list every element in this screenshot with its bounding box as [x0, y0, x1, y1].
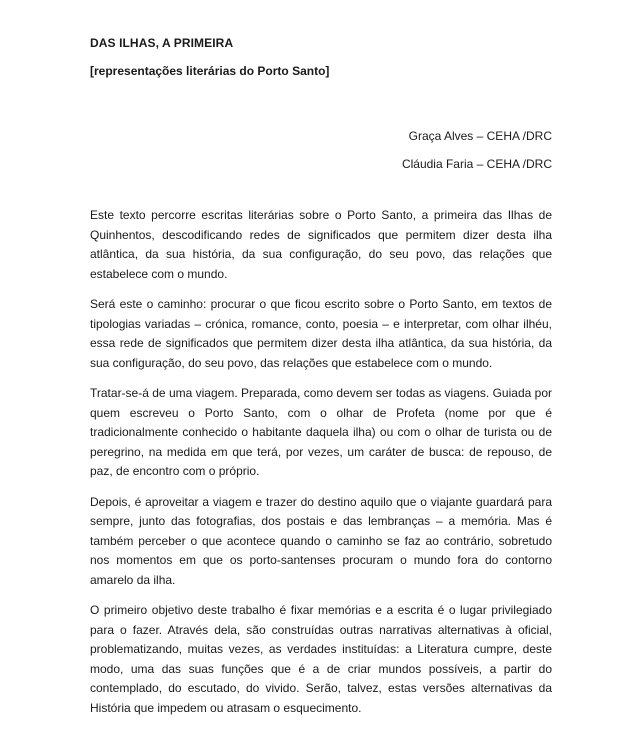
paragraph: Tratar-se-á de uma viagem. Preparada, como devem ser todas as viagens. Guiada por quem escreveu o Porto Santo, com o olhar de Profeta (nome por que é tradicionalmente conhecido o habitante daquela ilha) ou com o olhar de turista ou de peregrino, na medida em que terá, por vezes, um caráter de busca: de repouso, de paz, de encontro com o próprio. — [90, 386, 552, 478]
paragraph: Este texto percorre escritas literárias sobre o Porto Santo, a primeira das Ilhas de Quinhentos, descodificando redes de significados que permitem dizer desta ilha atlântica, da sua história, da sua configuração, do seu povo, das relações que estabelece com o mundo. — [90, 208, 552, 281]
paragraph: Será este o caminho: procurar o que ficou escrito sobre o Porto Santo, em textos de tipologias variadas – crónica, romance, conto, poesia – e interpretar, com olhar ilhéu, essa rede de significados que permitem dizer desta ilha atlântica, da sua história, da sua configuração, do seu povo, das relações que estabelece com o mundo. — [90, 297, 552, 370]
authors-block — [402, 122, 552, 178]
body-text — [90, 206, 552, 729]
document-subtitle: [representações literárias do Porto Santo] — [90, 64, 330, 78]
author-line: Cláudia Faria – CEHA /DRC — [401, 157, 552, 171]
author-line: Graça Alves – CEHA /DRC — [408, 129, 552, 143]
paragraph: Depois, é aproveitar a viagem e trazer do destino aquilo que o viajante guardará para sempre, junto das fotografias, dos postais e das lembranças – a memória. Mas é também perceber o que acontece quando o caminho se faz ao contrário, sobretudo nos momentos em que os porto-santenses procuram o mundo fora do contorno amarelo da ilha. — [90, 494, 552, 587]
document-title: DAS ILHAS, A PRIMEIRA — [90, 36, 234, 50]
paragraph: O primeiro objetivo deste trabalho é fixar memórias e a escrita é o lugar privilegiado para o fazer. Através dela, são construídas outras narrativas alternativas à oficial, problematizando, muitas vezes, as verdades instituídas: a Literatura cumpre, deste modo, uma das suas funções que é a de criar mundos possíveis, a partir do contemplado, do escutado, do vivido. Serão, talvez, estas versões alternativas da História que impedem ou atrasam o esquecimento. — [90, 603, 552, 715]
